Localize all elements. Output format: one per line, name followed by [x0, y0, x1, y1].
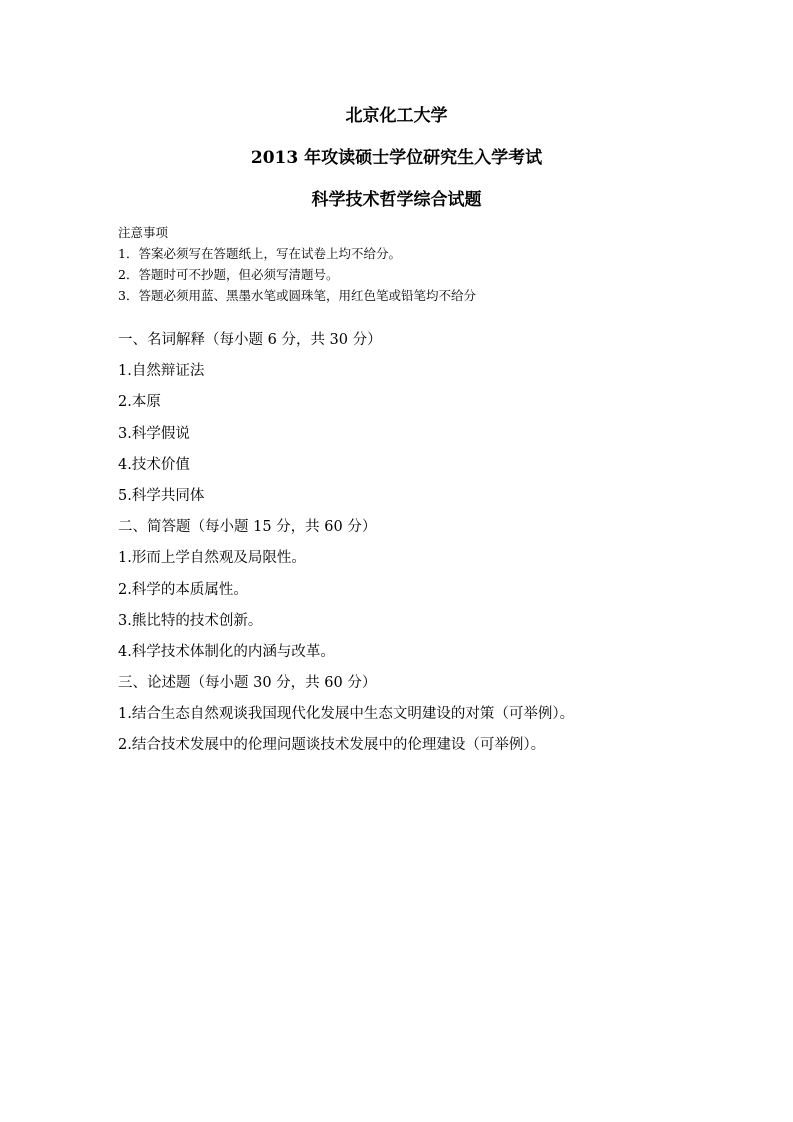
question-1-2: 2.本原 — [118, 394, 161, 411]
question-3-1: 1.结合生态自然观谈我国现代化发展中生态文明建设的对策（可举例）。 — [118, 706, 575, 723]
university-title: 北京化工大学 — [345, 106, 448, 126]
question-1-5: 5.科学共同体 — [118, 487, 205, 504]
section-heading-1: 一、名词解释（每小题 6 分，共 30 分） — [118, 332, 382, 348]
exam-title: 2013 年攻读硕士学位研究生入学考试 — [250, 148, 543, 168]
questions-block — [118, 328, 574, 765]
note-item-2: 2．答题时可不抄题，但必须写清题号。 — [118, 267, 339, 282]
question-2-1: 1.形而上学自然观及局限性。 — [118, 550, 306, 567]
notes-heading: 注意事项 — [118, 225, 169, 240]
note-item-3: 3．答题必须用蓝、黑墨水笔或圆珠笔，用红色笔或铅笔均不给分 — [118, 288, 476, 303]
section-heading-3: 三、论述题（每小题 30 分，共 60 分） — [118, 675, 377, 692]
section-heading-2: 二、简答题（每小题 15 分，共 60 分） — [118, 519, 377, 536]
question-2-2: 2.科学的本质属性。 — [118, 581, 248, 598]
notes-block — [118, 222, 476, 306]
question-2-4: 4.科学技术体制化的内涵与改革。 — [118, 643, 335, 660]
question-1-4: 4.技术价值 — [118, 456, 190, 473]
question-1-1: 1.自然辩证法 — [118, 363, 205, 380]
note-item-1: 1．答案必须写在答题纸上，写在试卷上均不给分。 — [118, 246, 401, 261]
question-3-2: 2.结合技术发展中的伦理问题谈技术发展中的伦理建设（可举例）。 — [118, 737, 546, 754]
question-1-3: 3.科学假说 — [118, 425, 190, 442]
question-2-3: 3.熊比特的技术创新。 — [118, 612, 263, 629]
subject-title: 科学技术哲学综合试题 — [311, 190, 482, 210]
